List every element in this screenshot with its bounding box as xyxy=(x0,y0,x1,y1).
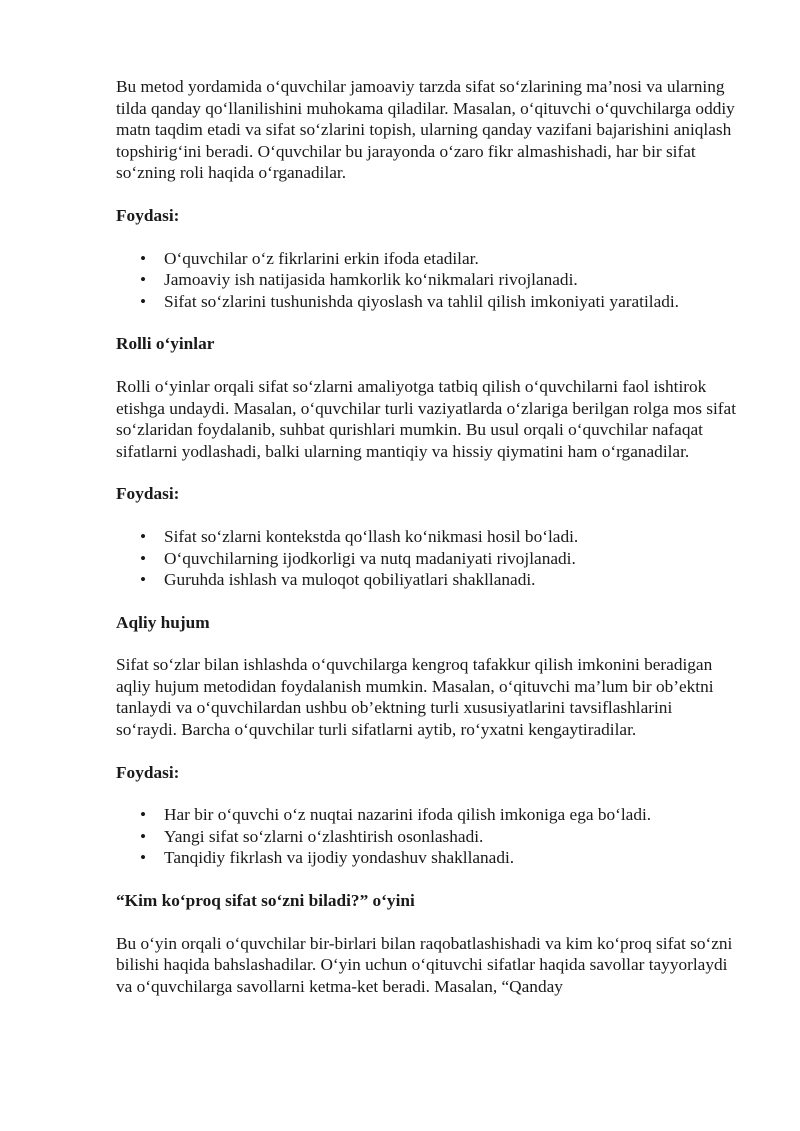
bullet-icon: • xyxy=(139,526,147,546)
paragraph-intro-jamoaviy: Bu metod yordamida o‘quvchilar jamoaviy tarzda sifat so‘zlarining ma’nosi va ularning tilda qanday qo‘llanilishini muhokama qiladilar. Masalan, o‘qituvchi o‘quvchilarga oddiy matn taqdim etadi va sifat so‘zlarini topish, ularning qanday vazifani bajarishini aniqlash topshirig‘ini beradi. O‘quvchilar bu jarayonda o‘zaro fikr almashishadi, har bir sifat so‘zning roli haqida o‘rganadilar. xyxy=(116,77,735,183)
section-heading-aqliy-hujum: Aqliy hujum xyxy=(116,612,210,632)
bullet-icon: • xyxy=(139,248,147,268)
section-heading-rolli-oyinlar: Rolli o‘yinlar xyxy=(116,334,215,354)
document-page xyxy=(116,76,736,997)
list-item: • O‘quvchilarning ijodkorligi va nutq madaniyati rivojlanadi. xyxy=(139,548,576,568)
bullet-icon: • xyxy=(139,826,147,846)
benefits-list-2 xyxy=(116,526,736,591)
bullet-icon: • xyxy=(139,570,147,590)
list-item: • Sifat so‘zlarini tushunishda qiyoslash va tahlil qilish imkoniyati yaratiladi. xyxy=(139,291,680,311)
list-item: • Sifat so‘zlarni kontekstda qo‘llash ko‘nikmasi hosil bo‘ladi. xyxy=(139,526,579,546)
benefits-heading-3: Foydasi: xyxy=(116,762,180,782)
list-item: • O‘quvchilar o‘z fikrlarini erkin ifoda etadilar. xyxy=(139,248,479,268)
bullet-icon: • xyxy=(139,548,147,568)
list-item: • Tanqidiy fikrlash va ijodiy yondashuv shakllanadi. xyxy=(139,848,515,868)
bullet-icon: • xyxy=(139,291,147,311)
benefits-list-1 xyxy=(116,248,736,313)
list-item: • Har bir o‘quvchi o‘z nuqtai nazarini ifoda qilish imkoniga ega bo‘ladi. xyxy=(139,805,652,825)
list-item: • Yangi sifat so‘zlarni o‘zlashtirish osonlashadi. xyxy=(139,826,484,846)
section-heading-kim-koproq: “Kim ko‘proq sifat so‘zni biladi?” o‘yini xyxy=(116,891,415,911)
paragraph-kim-koproq: Bu o‘yin orqali o‘quvchilar bir-birlari bilan raqobatlashishadi va kim ko‘proq sifat so‘zni bilishi haqida bahslashadilar. O‘yin uchun o‘qituvchi sifatlar haqida savollar tayyorlaydi va o‘quvchilarga savollarni ketma-ket beradi. Masalan, “Qanday xyxy=(116,933,733,996)
list-item: • Guruhda ishlash va muloqot qobiliyatlari shakllanadi. xyxy=(139,570,536,590)
list-item: • Jamoaviy ish natijasida hamkorlik ko‘nikmalari rivojlanadi. xyxy=(139,270,578,290)
benefits-heading-1: Foydasi: xyxy=(116,205,180,225)
benefits-heading-2: Foydasi: xyxy=(116,484,180,504)
paragraph-aqliy-hujum: Sifat so‘zlar bilan ishlashda o‘quvchilarga kengroq tafakkur qilish imkonini beradigan aqliy hujum metodidan foydalanish mumkin. Masalan, o‘qituvchi ma’lum bir ob’ektni tanlaydi va o‘quvchilardan ushbu ob’ektning turli xususiyatlarini tavsiflashlarini so‘raydi. Barcha o‘quvchilar turli sifatlarni aytib, ro‘yxatni kengaytiradilar. xyxy=(116,655,714,740)
bullet-icon: • xyxy=(139,805,147,825)
paragraph-rolli-oyinlar: Rolli o‘yinlar orqali sifat so‘zlarni amaliyotga tatbiq qilish o‘quvchilarni faol ishtirok etishga undaydi. Masalan, o‘quvchilar turli vaziyatlarda o‘zlariga berilgan rolga mos sifat so‘zlaridan foydalanib, suhbat qurishlari mumkin. Bu usul orqali o‘quvchilar nafaqat sifatlarni yodlashadi, balki ularning mantiqiy va hissiy qiymatini ham o‘rganadilar. xyxy=(116,376,736,461)
benefits-list-3 xyxy=(116,804,736,869)
bullet-icon: • xyxy=(139,270,147,290)
bullet-icon: • xyxy=(139,848,147,868)
